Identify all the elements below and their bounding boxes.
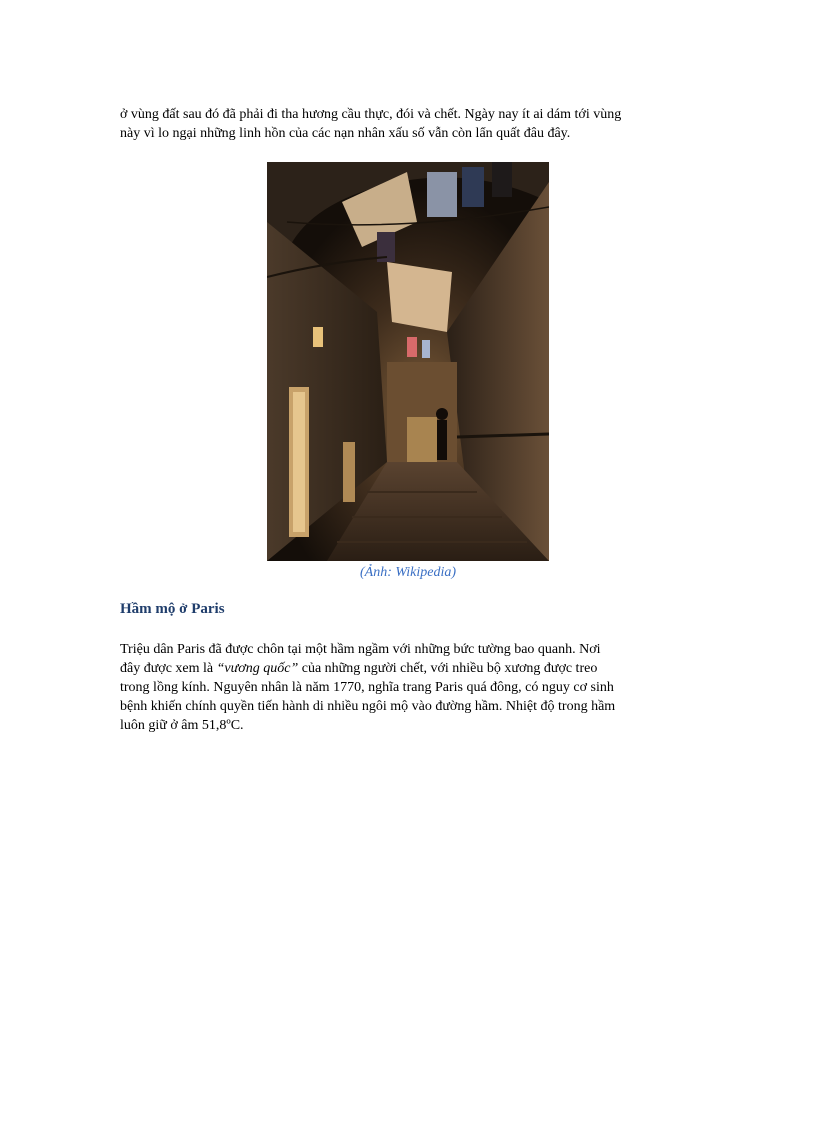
section-line-2-end: của những người chết, với nhiều bộ xương được treo [298, 661, 598, 676]
intro-line-1: ở vùng đất sau đó đã phải đi tha hương cầu thực, đói và chết. Ngày nay ít ai dám tới vùng [120, 107, 622, 122]
section-line-2 [120, 659, 690, 678]
intro-paragraph [120, 105, 690, 143]
section-paragraph [120, 640, 690, 735]
section-line-1: Triệu dân Paris đã được chôn tại một hầm ngầm với những bức tường bao quanh. Nơi [120, 642, 601, 657]
figure-caption: (Ảnh: Wikipedia) [359, 565, 457, 580]
section-line-3: trong lồng kính. Nguyên nhân là năm 1770, nghĩa trang Paris quá đông, có nguy cơ sinh [120, 680, 614, 695]
kingdom-quote: “vương quốc” [216, 661, 299, 676]
section-line-5: luôn giữ ở âm 51,8ºC. [120, 718, 244, 733]
section-line-2-start: đây được xem là [120, 661, 217, 676]
intro-line-2: này vì lo ngại những linh hồn của các nạn nhân xấu số vẫn còn lẩn quất đâu đây. [120, 126, 571, 141]
underground-alley-photo [267, 162, 549, 561]
section-line-4: bệnh khiến chính quyền tiến hành di nhiều ngôi mộ vào đường hầm. Nhiệt độ trong hầm [120, 699, 616, 714]
photo-illustration [267, 162, 549, 561]
section-heading: Hầm mộ ở Paris [120, 601, 225, 617]
